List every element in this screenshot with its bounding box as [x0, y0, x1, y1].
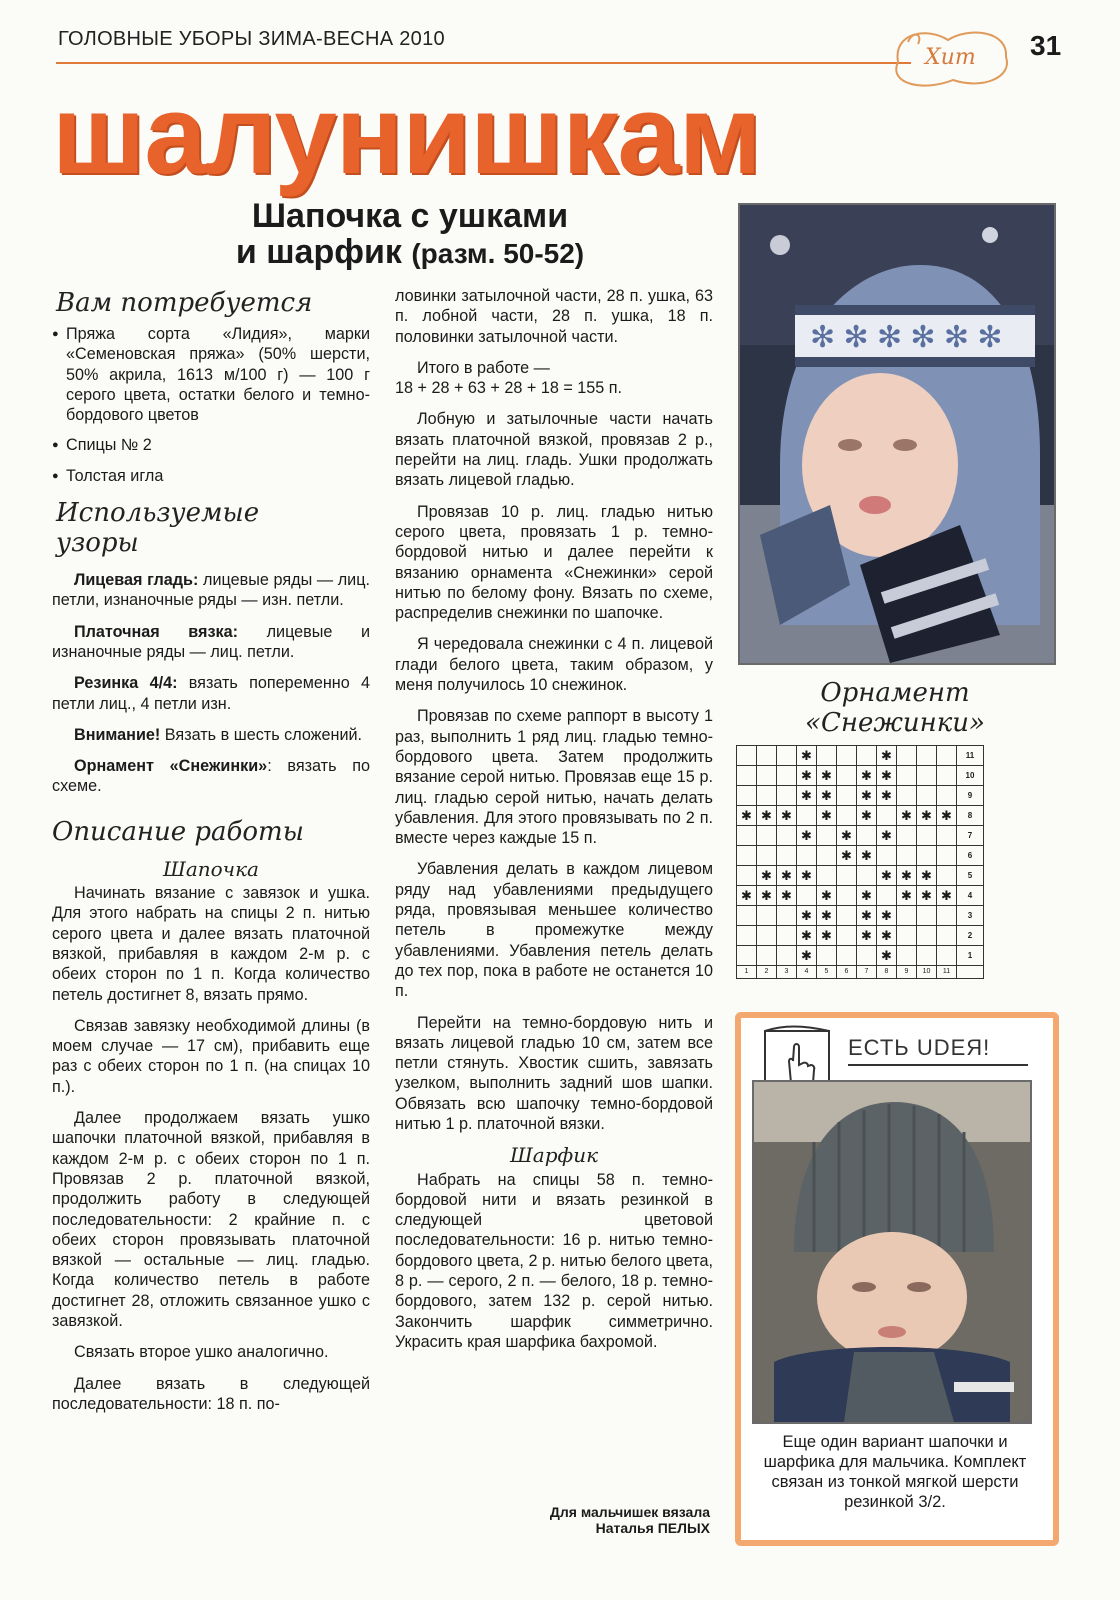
- paragraph: Начинать вязание с завязок и ушка. Для этого набрать на спицы 2 п. нитью серого цвета и далее вязать платочной вязкой, прибавляя в каждом 2-м р. с обеих сторон по 1 п. Когда количество петель достигнет 8, вязать прямо.: [52, 884, 370, 1004]
- paragraph: Лобную и затылочные части начать вязать платочной вязкой, провязав 2 р., перейти на лиц. гладь. Ушки продолжать вязать лицевой гладью.: [395, 410, 713, 490]
- chart-stitch: [777, 926, 797, 946]
- chart-stitch: [937, 746, 957, 766]
- chart-row: [737, 786, 984, 806]
- ornament-title-line2: «Снежинки»: [805, 708, 985, 738]
- chart-row: [737, 826, 984, 846]
- idea-label: ЕСТЬ UDEЯ!: [848, 1035, 991, 1060]
- chart-stitch: [857, 866, 877, 886]
- chart-col-number: 9: [897, 966, 917, 979]
- article-title: [150, 198, 670, 272]
- chart-stitch: [897, 946, 917, 966]
- article-title-line2: и шарфик (разм. 50-52): [235, 233, 585, 271]
- chart-stitch: [837, 926, 857, 946]
- hit-badge: Хит: [925, 45, 976, 70]
- chart-stitch-marked: ✱: [877, 906, 897, 926]
- paragraph: Связать второе ушко аналогично.: [74, 1343, 329, 1362]
- scarf-heading: Шарфик: [509, 1143, 599, 1168]
- chart-row: [737, 806, 984, 826]
- patterns-heading: Используемые узоры: [56, 498, 260, 559]
- chart-column-numbers: [737, 966, 984, 979]
- chart-stitch: [857, 746, 877, 766]
- chart-stitch: [757, 946, 777, 966]
- chart-stitch: [737, 746, 757, 766]
- chart-stitch: [757, 786, 777, 806]
- pattern-item: Лицевая гладь: лицевые ряды — лиц. петли, изнаночные ряды — изн. петли.: [52, 571, 370, 610]
- chart-stitch-marked: ✱: [877, 746, 897, 766]
- chart-stitch-marked: ✱: [757, 886, 777, 906]
- work-heading: Описание работы: [52, 816, 304, 847]
- chart-stitch: [917, 766, 937, 786]
- chart-stitch: [897, 926, 917, 946]
- chart-stitch: [837, 946, 857, 966]
- left-column: [52, 288, 370, 1425]
- chart-col-number: 11: [937, 966, 957, 979]
- chart-stitch-marked: ✱: [837, 846, 857, 866]
- chart-stitch: [837, 766, 857, 786]
- chart-stitch-marked: ✱: [777, 886, 797, 906]
- chart-row: [737, 926, 984, 946]
- author-name: Наталья ПЕЛЫХ: [595, 1520, 710, 1536]
- chart-stitch-marked: ✱: [817, 806, 837, 826]
- pattern-item: Резинка 4/4: вязать попеременно 4 петли лиц., 4 петли изн.: [52, 674, 370, 713]
- chart-stitch-marked: ✱: [877, 926, 897, 946]
- paragraph: Далее продолжаем вязать ушко шапочки платочной вязкой, прибавляя в каждом 2-м р. с обеих сторон по 1 п. Провязав 2 р. платочной вязкой, продолжить работу в следующей последовательности: 2 крайние п. с обеих сторон провязывать платочной вязкой — остальные — лиц. гладью. Когда количество петель в работе достигнет 28, отложить связанное ушко с завязкой.: [52, 1109, 370, 1330]
- chart-stitch: [817, 946, 837, 966]
- chart-row-number: 5: [957, 866, 984, 886]
- list-item: ● Толстая игла: [52, 466, 370, 486]
- chart-stitch-marked: ✱: [877, 786, 897, 806]
- chart-stitch-marked: ✱: [877, 866, 897, 886]
- chart-stitch: [837, 866, 857, 886]
- chart-stitch-marked: ✱: [857, 886, 877, 906]
- chart-row: [737, 746, 984, 766]
- idea-underline: [848, 1064, 1028, 1066]
- chart-stitch-marked: ✱: [797, 746, 817, 766]
- chart-stitch: [777, 826, 797, 846]
- chart-row-number: 4: [957, 886, 984, 906]
- chart-row-number: 10: [957, 766, 984, 786]
- chart-stitch: [897, 906, 917, 926]
- chart-col-number: 7: [857, 966, 877, 979]
- chart-stitch: [917, 926, 937, 946]
- chart-row: [737, 766, 984, 786]
- chart-stitch: [737, 906, 757, 926]
- chart-stitch: [797, 886, 817, 906]
- paragraph: Я чередовала снежинки с 4 п. лицевой глади белого цвета, таким образом, у меня получилось 10 снежинок.: [395, 635, 713, 695]
- chart-stitch-marked: ✱: [797, 866, 817, 886]
- chart-stitch: [837, 746, 857, 766]
- pattern-item: Внимание! Вязать в шесть сложений.: [74, 725, 363, 744]
- paragraph: Убавления делать в каждом лицевом ряду над убавлениями предыдущего ряда, провязывая меньшее количество петель в промежутке между убавлениями. Убавления петель делать до тех пор, пока в работе не останется 10 п.: [395, 860, 713, 1001]
- chart-stitch: [897, 846, 917, 866]
- size-label: (разм. 50-52): [411, 238, 585, 269]
- chart-stitch: [737, 786, 757, 806]
- photo-illustration: [740, 205, 1054, 663]
- chart-stitch: [897, 826, 917, 846]
- chart-stitch-marked: ✱: [877, 946, 897, 966]
- paragraph: Далее вязать в следующей последовательности: 18 п. по-: [52, 1374, 370, 1413]
- paragraph: Провязав 10 р. лиц. гладью нитью серого цвета, провязать 1 р. темно-бордовой нитью и далее перейти к вязанию орнамента «Снежинки» серой нитью по белому фону. Вязать по схеме, распределив снежинки по шапочке.: [395, 502, 713, 623]
- chart-row-number: 8: [957, 806, 984, 826]
- chart-stitch: [737, 866, 757, 886]
- chart-corner: [957, 966, 984, 979]
- chart-stitch-marked: ✱: [777, 866, 797, 886]
- chart-stitch: [777, 946, 797, 966]
- need-heading: Вам потребуется: [56, 288, 313, 318]
- chart-stitch-marked: ✱: [797, 766, 817, 786]
- chart-stitch: [817, 866, 837, 886]
- chart-stitch-marked: ✱: [897, 886, 917, 906]
- chart-stitch-marked: ✱: [817, 786, 837, 806]
- chart-stitch: [817, 746, 837, 766]
- chart-stitch: [937, 786, 957, 806]
- chart-row-number: 9: [957, 786, 984, 806]
- paragraph: Провязав по схеме раппорт в высоту 1 раз, выполнить 1 ряд лиц. гладью темно-бордового цвета. Затем продолжить вязание серой нитью. Провязав еще 15 р. лиц. гладью серой нитью, начать делать убавления. Для этого провязывать по 2 п. вместе через каждые 15 п.: [395, 707, 713, 848]
- chart-col-number: 8: [877, 966, 897, 979]
- chart-stitch-marked: ✱: [757, 806, 777, 826]
- chart-row-number: 11: [957, 746, 984, 766]
- chart-stitch: [797, 846, 817, 866]
- chart-stitch-marked: ✱: [917, 806, 937, 826]
- chart-stitch: [897, 766, 917, 786]
- chart-stitch: [777, 766, 797, 786]
- idea-caption: Еще один вариант шапочки и шарфика для мальчика. Комплект связан из тонкой мягкой шерсти резинкой 3/2.: [763, 1433, 1027, 1511]
- chart-stitch-marked: ✱: [817, 766, 837, 786]
- pattern-item: Орнамент «Снежинки»: вязать по схеме.: [52, 757, 370, 796]
- hat-heading: Шапочка: [163, 856, 259, 881]
- chart-stitch-marked: ✱: [837, 826, 857, 846]
- chart-stitch: [777, 786, 797, 806]
- chart-row: [737, 846, 984, 866]
- photo-second-variant: [752, 1080, 1032, 1424]
- chart-stitch: [737, 926, 757, 946]
- photo-illustration-2: [754, 1082, 1030, 1422]
- headline: шалунишкам: [52, 72, 761, 197]
- chart-stitch-marked: ✱: [937, 806, 957, 826]
- author-line: Для мальчишек вязала: [549, 1504, 710, 1520]
- middle-column: [395, 286, 713, 1363]
- chart-stitch: [937, 906, 957, 926]
- chart-col-number: 10: [917, 966, 937, 979]
- chart-stitch-marked: ✱: [817, 886, 837, 906]
- chart-stitch: [817, 846, 837, 866]
- chart-col-number: 4: [797, 966, 817, 979]
- chart-stitch-marked: ✱: [797, 786, 817, 806]
- chart-stitch: [737, 946, 757, 966]
- article-title-line1: Шапочка с ушками: [251, 197, 569, 235]
- total-label: Итого в работе —: [417, 358, 550, 377]
- list-item: ● Пряжа сорта «Лидия», марки «Семеновская пряжа» (50% шерсти, 50% акрила, 1613 м/100 г) — 100 г серого цвета, остатки белого и темно-бордового цветов: [52, 324, 370, 425]
- chart-stitch: [777, 746, 797, 766]
- chart-stitch: [917, 846, 937, 866]
- chart-stitch-marked: ✱: [857, 906, 877, 926]
- chart-row: [737, 946, 984, 966]
- chart-col-number: 5: [817, 966, 837, 979]
- chart-stitch: [877, 806, 897, 826]
- chart-stitch: [937, 766, 957, 786]
- chart-stitch-marked: ✱: [877, 826, 897, 846]
- chart-row: [737, 866, 984, 886]
- total-formula: 18 + 28 + 63 + 28 + 18 = 155 п.: [395, 379, 623, 398]
- ornament-grid: [736, 745, 984, 979]
- chart-stitch: [757, 826, 777, 846]
- photo-child-hat: [738, 203, 1056, 665]
- header-rule: [56, 62, 911, 64]
- chart-stitch: [917, 906, 937, 926]
- chart-stitch: [757, 906, 777, 926]
- chart-stitch: [757, 846, 777, 866]
- chart-row-number: 3: [957, 906, 984, 926]
- chart-col-number: 6: [837, 966, 857, 979]
- chart-stitch: [857, 946, 877, 966]
- chart-stitch-marked: ✱: [877, 766, 897, 786]
- paragraph: ловинки затылочной части, 28 п. ушка, 63 п. лобной части, 28 п. ушка, 18 п. половинки затылочной части.: [395, 287, 713, 346]
- chart-stitch-marked: ✱: [857, 766, 877, 786]
- chart-stitch: [937, 866, 957, 886]
- author-credit: [450, 1504, 710, 1536]
- chart-stitch: [937, 946, 957, 966]
- chart-stitch: [797, 806, 817, 826]
- chart-stitch-marked: ✱: [757, 866, 777, 886]
- chart-stitch-marked: ✱: [797, 946, 817, 966]
- chart-col-number: 2: [757, 966, 777, 979]
- chart-stitch: [737, 846, 757, 866]
- chart-stitch-marked: ✱: [857, 926, 877, 946]
- chart-row: [737, 906, 984, 926]
- list-item: ● Спицы № 2: [52, 435, 370, 455]
- chart-row-number: 1: [957, 946, 984, 966]
- chart-stitch-marked: ✱: [797, 826, 817, 846]
- chart-stitch: [837, 886, 857, 906]
- chart-stitch: [757, 746, 777, 766]
- chart-stitch: [737, 766, 757, 786]
- chart-stitch: [837, 806, 857, 826]
- chart-stitch-marked: ✱: [917, 866, 937, 886]
- chart-stitch: [937, 846, 957, 866]
- chart-stitch: [777, 846, 797, 866]
- chart-stitch: [877, 886, 897, 906]
- chart-stitch: [897, 786, 917, 806]
- chart-stitch-marked: ✱: [917, 886, 937, 906]
- materials-list: [52, 324, 370, 486]
- chart-stitch: [837, 786, 857, 806]
- chart-stitch: [857, 826, 877, 846]
- chart-stitch: [877, 846, 897, 866]
- page-number: 31: [1030, 30, 1062, 61]
- chart-stitch: [897, 746, 917, 766]
- chart-stitch: [917, 786, 937, 806]
- chart-stitch-marked: ✱: [897, 866, 917, 886]
- chart-stitch: [917, 946, 937, 966]
- chart-stitch-marked: ✱: [737, 806, 757, 826]
- pattern-item: Платочная вязка: лицевые и изнаночные ряды — лиц. петли.: [52, 622, 370, 661]
- chart-stitch-marked: ✱: [797, 926, 817, 946]
- chart-stitch-marked: ✱: [797, 906, 817, 926]
- total-block: [395, 358, 713, 399]
- chart-stitch: [737, 826, 757, 846]
- chart-stitch: [817, 826, 837, 846]
- chart-stitch-marked: ✱: [817, 906, 837, 926]
- chart-stitch: [757, 926, 777, 946]
- running-title: ГОЛОВНЫЕ УБОРЫ ЗИМА-ВЕСНА 2010: [58, 28, 445, 50]
- ornament-title-line1: Орнамент: [820, 678, 970, 708]
- chart-stitch: [937, 926, 957, 946]
- chart-stitch-marked: ✱: [937, 886, 957, 906]
- chart-stitch: [917, 826, 937, 846]
- chart-stitch-marked: ✱: [737, 886, 757, 906]
- chart-stitch: [777, 906, 797, 926]
- chart-stitch: [837, 906, 857, 926]
- chart-row: [737, 886, 984, 906]
- ornament-title: [740, 678, 1050, 738]
- chart-row-number: 2: [957, 926, 984, 946]
- chart-col-number: 1: [737, 966, 757, 979]
- chart-stitch-marked: ✱: [857, 806, 877, 826]
- chart-stitch: [757, 766, 777, 786]
- chart-row-number: 7: [957, 826, 984, 846]
- chart-row-number: 6: [957, 846, 984, 866]
- chart-stitch-marked: ✱: [857, 786, 877, 806]
- chart-stitch: [917, 746, 937, 766]
- chart-stitch-marked: ✱: [777, 806, 797, 826]
- paragraph: Набрать на спицы 58 п. темно-бордовой нити и вязать резинкой в следующей цветовой последовательности: 16 р. нитью темно-бордового цвета, 2 р. нитью белого цвета, 8 р. — серого, 2 п. — белого, 18 р. темно-бордового, затем 132 р. серой нитью. Закончить шарфик симметрично. Украсить края шарфика бахромой.: [395, 1170, 713, 1351]
- chart-stitch: [937, 826, 957, 846]
- paragraph: Связав завязку необходимой длины (в моем случае — 17 см), прибавить еще раз с обеих сторон по 1 п. (на спицах 10 п.).: [52, 1016, 370, 1096]
- ornament-chart: [736, 745, 984, 979]
- svg-text:✻ ✻ ✻ ✻ ✻ ✻: ✻ ✻ ✻ ✻ ✻ ✻: [810, 321, 1003, 354]
- paragraph: Перейти на темно-бордовую нить и вязать лицевой гладью 10 см, затем все петли стянуть. Хвостик сшить, завязать узелком, выполнить задний шов шапки. Обвязать всю шапочку темно-бордовой нитью 1 р. платочной вязки.: [395, 1013, 713, 1133]
- chart-stitch-marked: ✱: [857, 846, 877, 866]
- chart-stitch-marked: ✱: [817, 926, 837, 946]
- chart-stitch-marked: ✱: [897, 806, 917, 826]
- chart-col-number: 3: [777, 966, 797, 979]
